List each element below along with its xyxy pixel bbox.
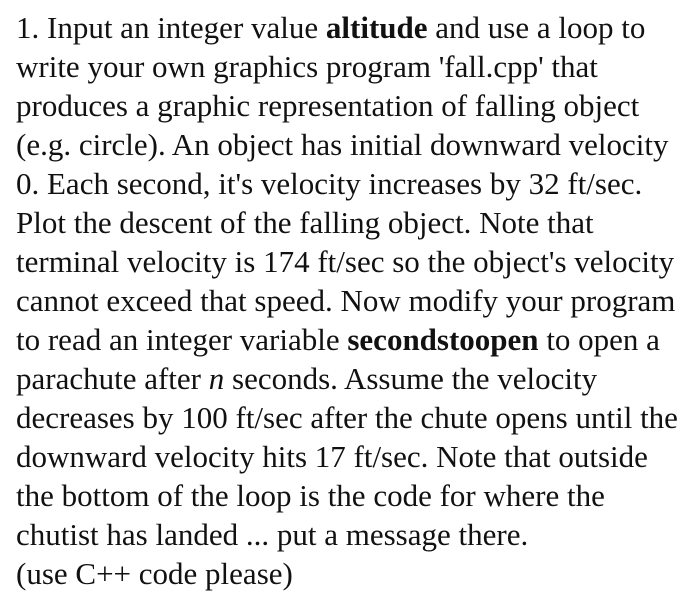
problem-line-6: Plot the descent of the falling object. Note that (16, 205, 594, 240)
line-1-text-start: 1. Input an integer value (16, 10, 326, 45)
problem-line-11: decreases by 100 ft/sec after the chute opens until the (16, 400, 678, 435)
line-9-text-end: to open a (538, 322, 660, 357)
problem-line-8: cannot exceed that speed. Now modify your program (16, 283, 676, 318)
line-1-text-end: and use a loop to (427, 10, 646, 45)
problem-line-3: produces a graphic representation of falling object (16, 88, 640, 123)
problem-line-12: downward velocity hits 17 ft/sec. Note that outside (16, 439, 648, 474)
problem-line-15: (use C++ code please) (16, 556, 293, 591)
problem-line-4: (e.g. circle). An object has initial downward velocity (16, 127, 669, 162)
problem-line-13: the bottom of the loop is the code for where the (16, 478, 605, 513)
line-10-text-start: parachute after (16, 361, 209, 396)
problem-line-7: terminal velocity is 174 ft/sec so the object's velocity (16, 244, 675, 279)
n-variable: n (208, 361, 225, 396)
problem-line-10 (16, 363, 597, 394)
problem-line-5: 0. Each second, it's velocity increases by 32 ft/sec. (16, 166, 643, 201)
problem-line-2: write your own graphics program 'fall.cpp' that (16, 49, 598, 84)
line-10-text-end: seconds. Assume the velocity (224, 361, 598, 396)
altitude-keyword: altitude (325, 10, 428, 45)
problem-line-14: chutist has landed ... put a message there. (16, 517, 529, 552)
problem-line-1 (16, 12, 645, 43)
problem-line-9 (16, 324, 660, 355)
line-9-text-start: to read an integer variable (16, 322, 348, 357)
secondstoopen-keyword: secondstoopen (347, 322, 539, 357)
